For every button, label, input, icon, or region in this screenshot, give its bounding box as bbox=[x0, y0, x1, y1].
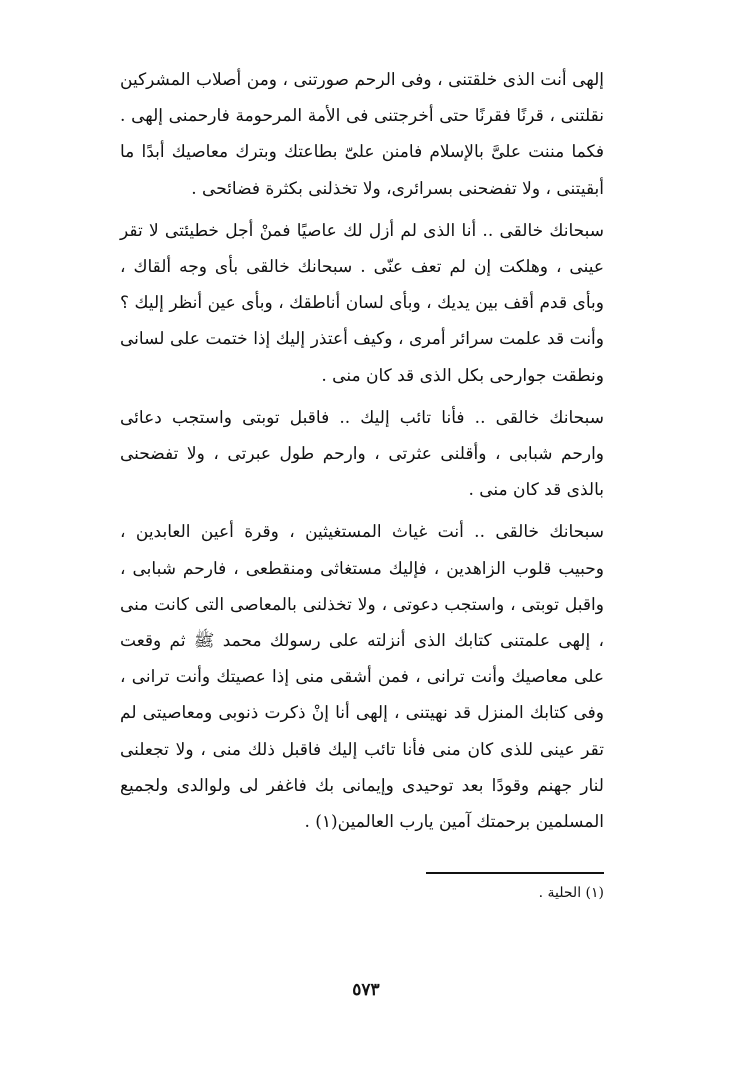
paragraph-1: إلهى أنت الذى خلقتنى ، وفى الرحم صورتنى ، ومن أصلاب المشركين نقلتنى ، قرنًا فقرنًا حتى أخرجتنى فى الأمة المرحومة فارحمنى إلهى . فكما مننت علىَّ بالإسلام فامنن علىّ بطاعتك وبترك معاصيك أبدًا ما أبقيتنى ، ولا تفضحنى بسرائرى، ولا تخذلنى بكثرة فضائحى . bbox=[120, 70, 604, 199]
page-number: ٥٧٣ bbox=[352, 980, 380, 1000]
paragraph-2: سبحانك خالقى .. أنا الذى لم أزل لك عاصيًا فمنْ أجل خطيئتى لا تقر عينى ، وهلكت إن لم تعف عنّى . سبحانك خالقى بأى وجه ألقاك ، وبأى قدم أقف بين يديك ، وبأى لسان أناطقك ، وبأى عين أنظر إليك ؟ وأنت قد علمت سرائر أمرى ، وكيف أعتذر إليك إذا ختمت على لسانى ونطقت جوارحى بكل الذى قد كان منى . bbox=[120, 220, 604, 386]
page-body bbox=[120, 62, 604, 982]
footnote: (١) الحلية . bbox=[538, 885, 604, 901]
paragraph-4: سبحانك خالقى .. أنت غياث المستغيثين ، وقرة أعين العابدين ، وحبيب قلوب الزاهدين ، فإليك مستغاثى ومنقطعى ، فارحم شبابى ، واقبل توبتى ، واستجب دعوتى ، ولا تخذلنى بالمعاصى التى كانت منى ، إلهى علمتنى كتابك الذى أنزلته على رسولك محمد ﷺ ثم وقعت على معاصيك وأنت ترانى ، فمن أشقى منى إذا عصيتك وأنت ترانى ، وفى كتابك المنزل قد نهيتنى ، إلهى أنا إنْ ذكرت ذنوبى ومعاصيتى لم تقر عينى للذى كان منى فأنا تائب إليك فاقبل ذلك منى ، ولا تجعلنى لنار جهنم وقودًا بعد توحيدى وإيمانى بك فاغفر لى ولوالدى ولجميع المسلمين برحمتك آمين يارب العالمين(١) . bbox=[120, 522, 604, 833]
paragraph-3: سبحانك خالقى .. فأنا تائب إليك .. فاقبل توبتى واستجب دعائى وارحم شبابى ، وأقلنى عثرتى ، وارحم طول عبرتى ، ولا تفضحنى بالذى قد كان منى . bbox=[120, 407, 604, 501]
footnote-divider bbox=[426, 872, 604, 874]
